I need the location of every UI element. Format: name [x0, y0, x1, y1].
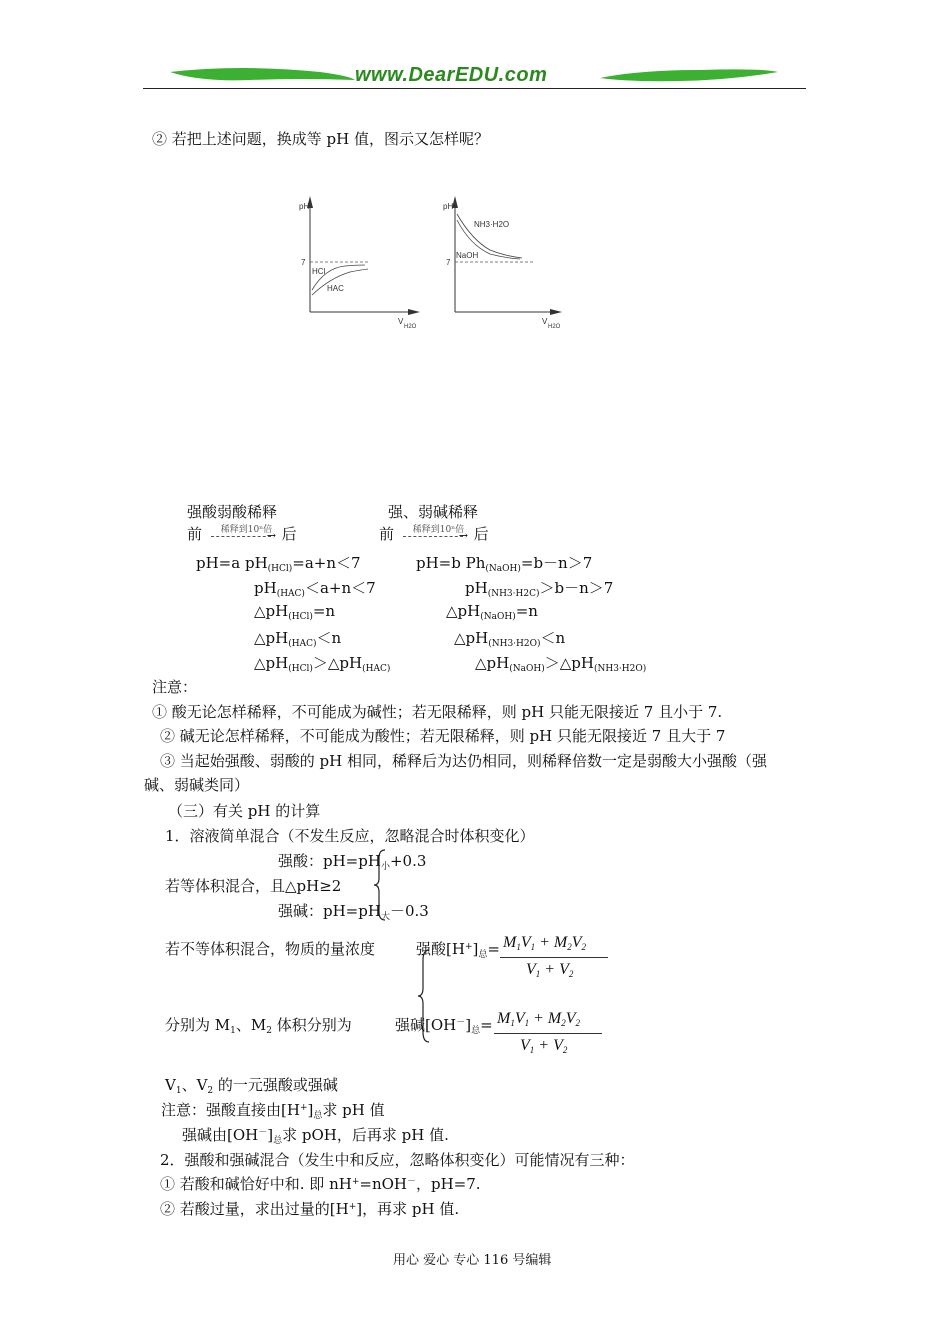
- equal-volume-condition: 若等体积混合，且△pH≥2: [165, 877, 342, 895]
- graph2-nh3-label: NH3·H2O: [474, 220, 510, 229]
- dilution-arrow-2: 稀释到10ⁿ倍 →: [399, 525, 469, 539]
- acid-dilution-title: 强酸弱酸稀释: [187, 503, 278, 521]
- acid-fraction-numerator: $M_1V_1 + M_2V_2$: [503, 934, 587, 952]
- graph1-seven: 7: [301, 258, 306, 267]
- graph2-seven: 7: [446, 258, 451, 267]
- note-acid-direct: 注意：强酸直接由$[H^+]_总$求 pH 值: [161, 1101, 385, 1121]
- before-label-2: 前: [379, 525, 395, 543]
- graph1-hcl-label: HCl: [312, 267, 326, 276]
- base-line-4: $\triangle pH_{(NH3\cdot H2O)}<n$: [454, 629, 566, 649]
- site-logo-text: www.DearEDU.com: [355, 64, 548, 86]
- graph-acids: [299, 196, 420, 330]
- molarity-text: 分别为 $M_1$、$M_2$ 体积分别为: [165, 1016, 352, 1036]
- base-rule: 强碱：$pH=pH_大-0.3$: [278, 902, 429, 922]
- ph-dilution-graphs: [290, 190, 580, 340]
- page-footer: 用心 爱心 专心 116 号编辑: [393, 1253, 552, 1268]
- acid-formula-label: 强酸$[H^+]_总=$: [416, 940, 500, 960]
- base-fraction-line: [494, 1033, 602, 1034]
- note-3-line-2: 碱、弱碱类同）: [144, 776, 250, 794]
- acid-fraction-denominator: $V_1 + V_2$: [526, 961, 574, 979]
- graph1-y-label: pH: [299, 202, 310, 211]
- graph2-y-label: pH: [443, 202, 454, 211]
- section-heading: （三）有关 pH 的计算: [168, 802, 321, 820]
- base-before-after: [379, 523, 489, 544]
- case-1: ① 若酸和碱恰好中和. 即 nH+=nOH－，pH=7.: [160, 1175, 481, 1193]
- acid-line-2: $pH_{(HAC)}<a+n<7$: [254, 579, 376, 599]
- item-2: 2．强酸和强碱混合（发生中和反应，忽略体积变化）可能情况有三种：: [160, 1151, 635, 1169]
- graph2-naoh-label: NaOH: [456, 251, 479, 260]
- base-line-2: $pH_{(NH3\cdot H2C)}>b-n>7$: [465, 579, 614, 599]
- note-1: ① 酸无论怎样稀释，不可能成为碱性；若无限稀释，则 pH 只能无限接近 7 且小于 7.: [152, 703, 723, 721]
- graph-bases: [443, 196, 562, 330]
- intro-question: ② 若把上述问题，换成等 pH 值，图示又怎样呢？: [152, 130, 489, 148]
- graph1-hac-label: HAC: [327, 284, 344, 293]
- before-label: 前: [187, 525, 203, 543]
- graph1-x-label: V: [398, 317, 404, 326]
- graph2-x-label: V: [542, 317, 548, 326]
- note-2: ② 碱无论怎样稀释，不可能成为酸性；若无限稀释，则 pH 只能无限接近 7 且大于 7: [160, 727, 726, 745]
- graph1-x-sub: H2O: [404, 324, 417, 330]
- base-formula-label: 强碱$[OH^-]_总=$: [395, 1016, 493, 1036]
- after-label-2: 后: [473, 525, 489, 543]
- base-dilution-title: 强、弱碱稀释: [388, 503, 479, 521]
- base-fraction-denominator: $V_1 + V_2$: [520, 1037, 568, 1055]
- unequal-volume-text: 若不等体积混合，物质的量浓度: [165, 940, 376, 958]
- acid-line-4: $\triangle pH_{(HAC)}<n$: [254, 629, 342, 649]
- notes-title: 注意：: [152, 678, 198, 696]
- base-line-3: $\triangle pH_{(NaOH)}=n$: [446, 602, 538, 622]
- graph2-x-sub: H2O: [548, 324, 561, 330]
- dilution-arrow: 稀释到10ⁿ倍 →: [207, 525, 277, 539]
- header-rule: [143, 88, 806, 89]
- item-1: 1．溶液简单混合（不发生反应，忽略混合时体积变化）: [165, 827, 535, 845]
- base-fraction-numerator: $M_1V_1 + M_2V_2$: [497, 1010, 581, 1028]
- acid-rule: 强酸：$pH=pH_小+0.3$: [278, 852, 427, 872]
- acid-fraction-line: [500, 957, 608, 958]
- note-base-poh: 强碱由$[OH^-]_总$求 pOH，后再求 pH 值.: [182, 1126, 449, 1146]
- after-label: 后: [281, 525, 297, 543]
- acid-line-3: $\triangle pH_{(HCl)}=n$: [254, 602, 336, 622]
- brace-1: [372, 848, 388, 922]
- arrow-note-2: 稀释到10ⁿ倍: [412, 525, 465, 535]
- case-2: ② 若酸过量，求出过量的[H+]，再求 pH 值.: [160, 1200, 460, 1218]
- acid-line-5: $\triangle pH_{(HCl)}>\triangle pH_{(HAC)}$: [254, 654, 391, 674]
- acid-before-after: [187, 523, 297, 544]
- volume-line: $V_1$、$V_2$ 的一元强酸或强碱: [165, 1076, 338, 1096]
- acid-line-1: pH=a $pH_{(HCl)}=a+n<7$: [196, 554, 361, 574]
- base-line-5: $\triangle pH_{(NaOH)}>\triangle pH_{(NH3\cdot H2O)}$: [475, 654, 647, 674]
- base-line-1: pH=b $Ph_{(NaOH)}=b-n>7$: [416, 554, 593, 574]
- arrow-note: 稀释到10ⁿ倍: [220, 525, 273, 535]
- note-3-line-1: ③ 当起始强酸、弱酸的 pH 相同，稀释后为达仍相同，则稀释倍数一定是弱酸大小强酸（强: [160, 752, 767, 770]
